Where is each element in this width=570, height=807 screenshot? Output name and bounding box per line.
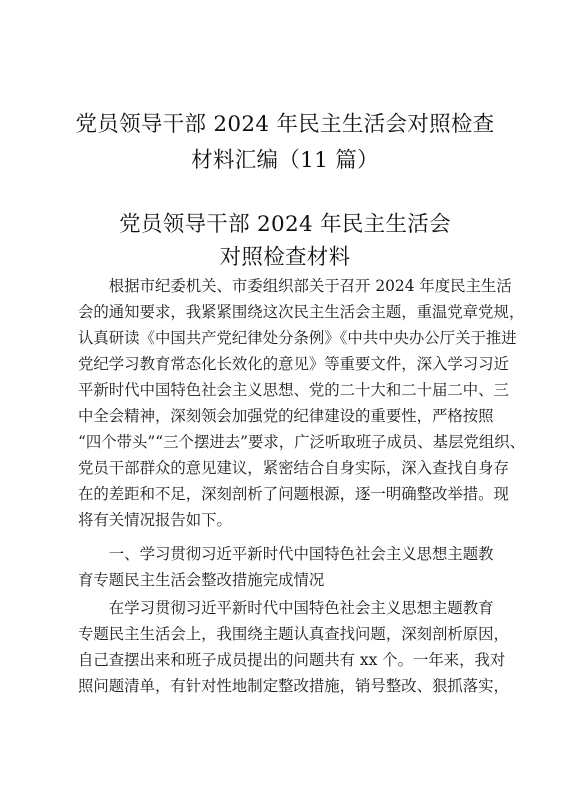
text-line: 中全会精神，深刻领会加强党的纪律建设的重要性，严格按照 <box>78 407 494 425</box>
paragraph-section-one <box>78 595 509 699</box>
section-heading-one <box>78 541 498 593</box>
text-line: 认真研读《中国共产党纪律处分条例》《中共中央办公厅关于推进 <box>78 329 517 347</box>
text-line: 在的差距和不足，深刻剖析了问题根源，逐一明确整改举措。现 <box>78 485 509 503</box>
text-line: 专题民主生活会上，我围绕主题认真查找问题，深刻剖析原因， <box>78 625 509 643</box>
main-title-line-2: 材料汇编（11 篇） <box>191 148 379 173</box>
text-line: 会的通知要求，我紧紧围绕这次民主生活会主题，重温党章党规， <box>78 303 525 321</box>
text-line: 一、学习贯彻习近平新时代中国特色社会主义思想主题教 <box>78 545 494 563</box>
paragraph-intro <box>78 273 526 533</box>
sub-title-line-2: 对照检查材料 <box>219 245 351 270</box>
text-line: 在学习贯彻习近平新时代中国特色社会主义思想主题教育 <box>78 599 494 617</box>
text-line: 自己查摆出来和班子成员提出的问题共有 xx 个。一年来，我对 <box>78 651 506 669</box>
text-line: 党员干部群众的意见建议，紧密结合自身实际，深入查找自身存 <box>78 459 509 477</box>
text-line: 育专题民主生活会整改措施完成情况 <box>78 571 325 589</box>
text-line: 将有关情况报告如下。 <box>78 511 232 529</box>
sub-title-line-1: 党员领导干部 2024 年民主生活会 <box>119 212 451 237</box>
text-line: 党纪学习教育常态化长效化的意见》等重要文件，深入学习习近 <box>78 355 509 373</box>
main-title-line-1: 党员领导干部 2024 年民主生活会对照检查 <box>75 112 495 137</box>
text-line: 平新时代中国特色社会主义思想、党的二十大和二十届二中、三 <box>78 381 509 399</box>
text-line: “四个带头”“三个摆进去”要求，广泛听取班子成员、基层党组织、 <box>78 433 526 451</box>
text-line: 照问题清单，有针对性地制定整改措施，销号整改、狠抓落实， <box>78 677 509 695</box>
text-line: 根据市纪委机关、市委组织部关于召开 2024 年度民主生活 <box>78 277 512 295</box>
